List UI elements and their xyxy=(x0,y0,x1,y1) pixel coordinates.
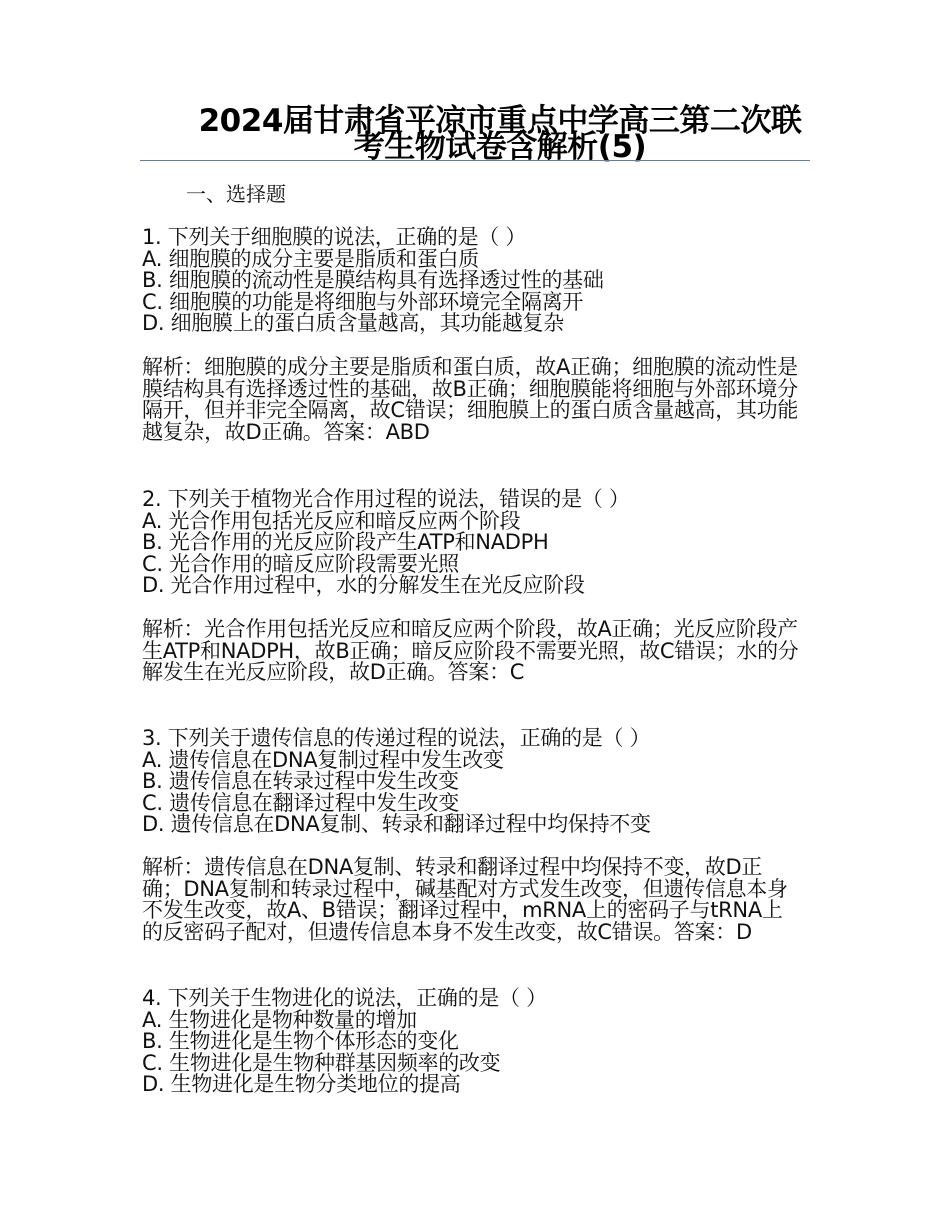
option-d: D. 遗传信息在DNA复制、转录和翻译过程中均保持不变 xyxy=(142,812,651,836)
analysis-2 xyxy=(142,619,802,684)
option-b: B. 光合作用的光反应阶段产生ATP和NADPH xyxy=(142,530,549,554)
analysis-text: 解析：遗传信息在DNA复制、转录和翻译过程中均保持不变，故D正确；DNA复制和转录过程中，碱基配对方式发生改变，但遗传信息本身不发生改变，故A、B错误；翻译过程中，mRNA上的密码子与tRNA上的反密码子配对，但遗传信息本身不发生改变，故C错误。答案：D xyxy=(142,855,788,944)
option-a: A. 遗传信息在DNA复制过程中发生改变 xyxy=(142,747,504,772)
option-c: C. 细胞膜的功能是将细胞与外部环境完全隔离开 xyxy=(142,289,584,314)
section-heading: 一、选择题 xyxy=(186,182,286,206)
option-c: C. 遗传信息在翻译过程中发生改变 xyxy=(142,790,459,815)
option-list xyxy=(142,1007,812,1096)
question-4 xyxy=(142,988,812,1096)
option-d: D. 光合作用过程中，水的分解发生在光反应阶段 xyxy=(142,573,585,597)
option-b: B. 细胞膜的流动性是膜结构具有选择透过性的基础 xyxy=(142,268,604,292)
question-1 xyxy=(142,227,812,335)
question-stem: 2. 下列关于植物光合作用过程的说法，错误的是（ ） xyxy=(142,487,630,511)
analysis-3 xyxy=(142,857,802,943)
option-a: A. 生物进化是物种数量的增加 xyxy=(142,1007,417,1032)
question-2 xyxy=(142,489,812,597)
option-list xyxy=(142,747,812,836)
analysis-1 xyxy=(142,357,802,443)
analysis-text: 解析：细胞膜的成分主要是脂质和蛋白质，故A正确；细胞膜的流动性是膜结构具有选择透过性的基础，故B正确；细胞膜能将细胞与外部环境分隔开，但并非完全隔离，故C错误；细胞膜上的蛋白质含量越高，其功能越复杂，故D正确。答案：ABD xyxy=(142,355,799,444)
option-a: A. 光合作用包括光反应和暗反应两个阶段 xyxy=(142,508,521,533)
option-d: D. 生物进化是生物分类地位的提高 xyxy=(142,1072,461,1096)
option-a: A. 细胞膜的成分主要是脂质和蛋白质 xyxy=(142,246,479,271)
question-stem: 3. 下列关于遗传信息的传递过程的说法，正确的是（ ） xyxy=(142,726,651,750)
option-list xyxy=(142,246,812,335)
option-c: C. 生物进化是生物种群基因频率的改变 xyxy=(142,1050,501,1075)
option-d: D. 细胞膜上的蛋白质含量越高，其功能越复杂 xyxy=(142,311,564,335)
question-3 xyxy=(142,728,812,836)
option-b: B. 生物进化是生物个体形态的变化 xyxy=(142,1029,459,1053)
option-c: C. 光合作用的暗反应阶段需要光照 xyxy=(142,551,459,576)
title-underline xyxy=(140,160,810,161)
document-title: 2024届甘肃省平凉市重点中学高三第二次联考生物试卷含解析(5) xyxy=(198,103,802,165)
question-stem: 1. 下列关于细胞膜的说法，正确的是（ ） xyxy=(142,225,527,249)
option-b: B. 遗传信息在转录过程中发生改变 xyxy=(142,769,459,793)
question-stem: 4. 下列关于生物进化的说法，正确的是（ ） xyxy=(142,986,547,1010)
option-list xyxy=(142,508,812,597)
analysis-text: 解析：光合作用包括光反应和暗反应两个阶段，故A正确；光反应阶段产生ATP和NADPH，故B正确；暗反应阶段不需要光照，故C错误；水的分解发生在光反应阶段，故D正确。答案：C xyxy=(142,617,799,684)
